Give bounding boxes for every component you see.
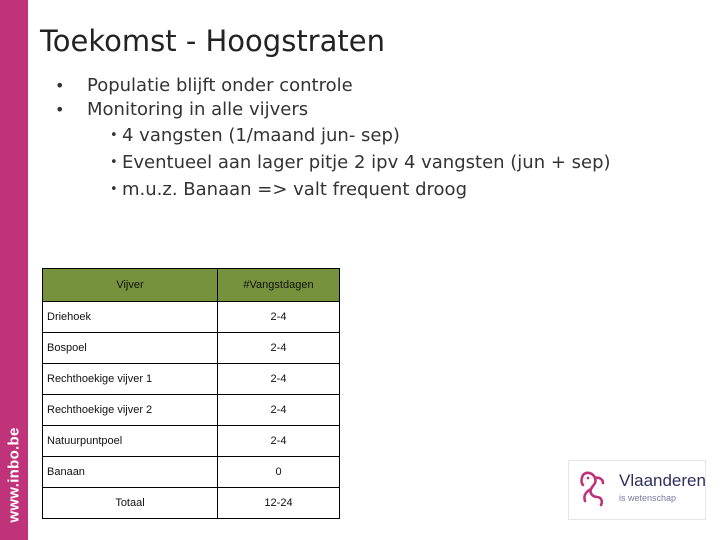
table-row [43,333,340,364]
column-header-vijver: Vijver [43,269,218,302]
vijver-cell: Rechthoekige vijver 1 [43,364,218,395]
bullet-item [55,74,611,98]
slide-title: Toekomst - Hoogstraten [40,24,385,58]
table-total-row [43,488,340,519]
sub-bullet-text: Eventueel aan lager pitje 2 ipv 4 vangsten (jun + sep) [122,152,611,173]
sub-bullet-dot-icon: • [110,155,118,170]
sub-bullet-dot-icon: • [110,128,118,143]
table-row [43,395,340,426]
vangstdagen-cell: 2-4 [218,364,340,395]
logo-tagline: is wetenschap [619,493,677,503]
sub-bullet-dot-icon: • [110,182,118,197]
sub-bullet-item [55,149,611,176]
sub-bullet-item [55,122,611,149]
sub-bullet-item [55,176,611,203]
sub-bullet-text: 4 vangsten (1/maand jun- sep) [122,125,400,146]
total-value-cell: 12-24 [218,488,340,519]
bullet-text: Populatie blijft onder controle [87,75,353,96]
bullet-list [55,74,611,203]
bullet-dot-icon: • [55,100,65,119]
bullet-item [55,98,611,122]
column-header-vangstdagen: #Vangstdagen [218,269,340,302]
vangstdagen-cell: 2-4 [218,302,340,333]
sub-bullet-text: m.u.z. Banaan => valt frequent droog [122,179,467,200]
vangstdagen-cell: 2-4 [218,395,340,426]
table-row [43,426,340,457]
vijver-cell: Natuurpuntpoel [43,426,218,457]
vijver-cell: Bospoel [43,333,218,364]
sub-bullet-list [55,122,611,203]
vangstdagen-cell: 2-4 [218,426,340,457]
bullet-dot-icon: • [55,76,65,95]
table-row [43,457,340,488]
vangstdagen-cell: 2-4 [218,333,340,364]
table-row [43,302,340,333]
sub-bullet-group [55,122,611,203]
table-row [43,364,340,395]
total-label-cell: Totaal [43,488,218,519]
vijver-cell: Rechthoekige vijver 2 [43,395,218,426]
logo-name: Vlaanderen [619,471,706,490]
bullet-text: Monitoring in alle vijvers [87,99,309,120]
table-header-row [43,269,340,302]
vlaanderen-logo [568,460,706,520]
sidebar-url: www.inbo.be [5,427,23,523]
vangstdagen-cell: 0 [218,457,340,488]
sidebar-band [0,0,28,540]
vangstdagen-table [42,268,340,519]
vijver-cell: Driehoek [43,302,218,333]
flemish-lion-icon [577,469,613,511]
vijver-cell: Banaan [43,457,218,488]
